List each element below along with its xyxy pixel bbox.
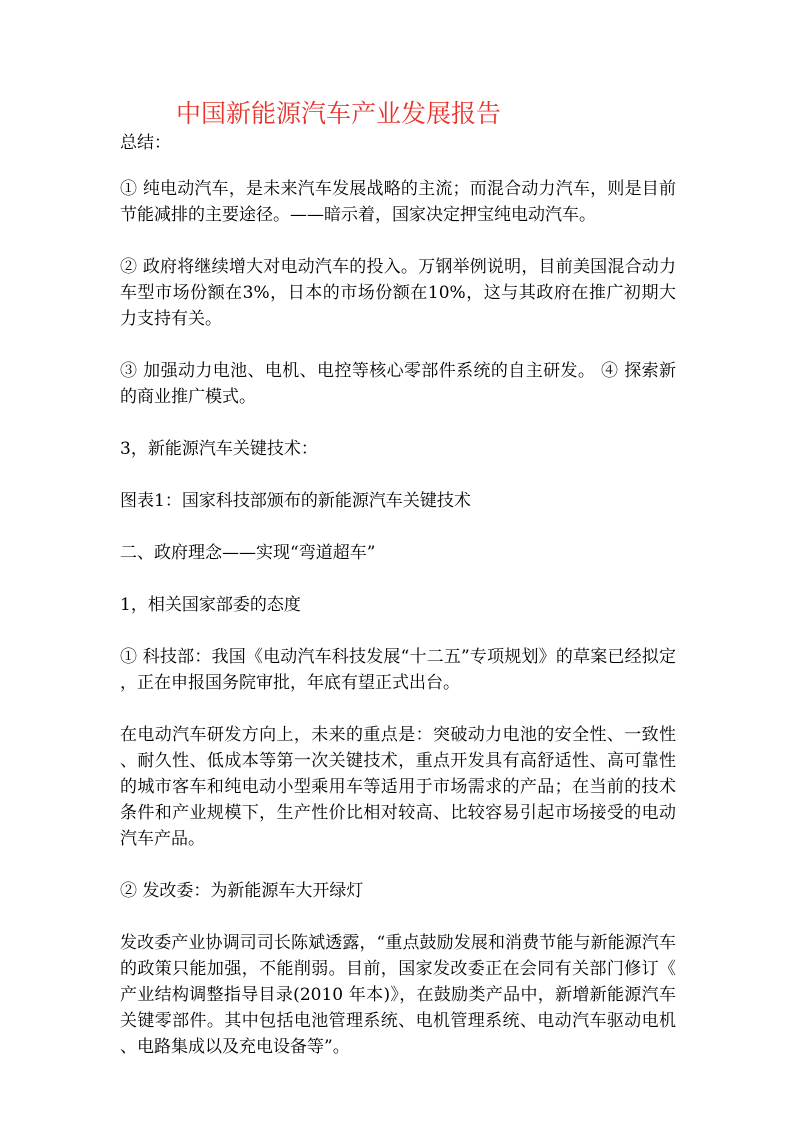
paragraph-ndrc-details: 发改委产业协调司司长陈斌透露，“重点鼓励发展和消费节能与新能源汽车的政策只能加强，不能削弱。目前，国家发改委正在会同有关部门修订《产业结构调整指导目录(2010 年本)》，在鼓励类产品中，新增新能源汽车关键零部件。其中包括电池管理系统、电机管理系统、电动汽车驱动电机、电路集成以及充电设备等”。 xyxy=(120,933,676,1057)
subsection-heading-ministries: 1，相关国家部委的态度 xyxy=(120,595,301,615)
paragraph-ndrc-heading: ② 发改委：为新能源车大开绿灯 xyxy=(120,881,364,901)
section-heading-key-tech: 3，新能源汽车关键技术： xyxy=(120,439,318,459)
paragraph-point-1: ① 纯电动汽车，是未来汽车发展战略的主流；而混合动力汽车，则是目前节能减排的主要途径。——暗示着，国家决定押宝纯电动汽车。 xyxy=(120,179,676,225)
figure-caption: 图表1：国家科技部颁布的新能源汽车关键技术 xyxy=(120,491,471,511)
document-title: 中国新能源汽车产业发展报告 xyxy=(176,99,502,128)
paragraph-point-3-4: ③ 加强动力电池、电机、电控等核心零部件系统的自主研发。 ④ 探索新的商业推广模式。 xyxy=(120,361,676,407)
paragraph-ministry-science: ① 科技部：我国《电动汽车科技发展“十二五”专项规划》的草案已经拟定，正在申报国务院审批，年底有望正式出台。 xyxy=(120,647,676,693)
paragraph-rd-direction: 在电动汽车研发方向上，未来的重点是：突破动力电池的安全性、一致性、耐久性、低成本等第一次关键技术，重点开发具有高舒适性、高可靠性的城市客车和纯电动小型乘用车等适用于市场需求的产品；在当前的技术条件和产业规模下，生产性价比相对较高、比较容易引起市场接受的电动汽车产品。 xyxy=(120,725,676,849)
document-body xyxy=(120,130,676,1086)
paragraph-point-2: ② 政府将继续增大对电动汽车的投入。万钢举例说明，目前美国混合动力车型市场份额在3%，日本的市场份额在10%，这与其政府在推广初期大力支持有关。 xyxy=(120,257,676,329)
section-heading-government: 二、政府理念——实现“弯道超车” xyxy=(120,543,376,563)
summary-heading: 总结： xyxy=(120,133,171,153)
